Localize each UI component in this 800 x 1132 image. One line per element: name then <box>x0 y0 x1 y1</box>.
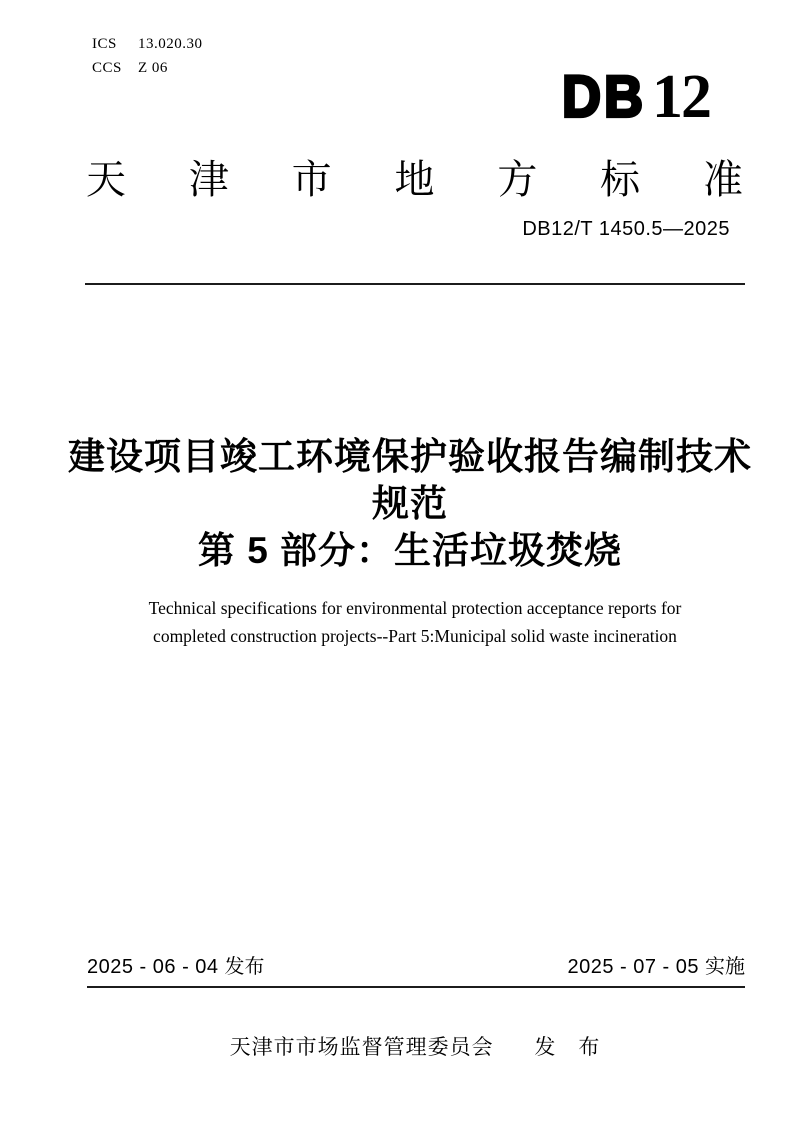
title-en-line-1: Technical specifications for environmental protection acceptance reports for <box>148 598 682 618</box>
db12-logo <box>562 63 710 131</box>
classification-codes <box>92 32 203 80</box>
issue-date-group <box>87 950 265 979</box>
db12-logo-db: DB <box>562 64 646 130</box>
ccs-line <box>92 56 203 80</box>
header-divider-rule <box>85 283 745 285</box>
title-line-2: 规范 <box>372 483 448 524</box>
implementation-label: 实施 <box>705 956 745 978</box>
ics-label: ICS <box>92 36 117 52</box>
standard-number: DB12/T 1450.5—2025 <box>522 218 730 240</box>
dates-bar <box>87 950 745 988</box>
publisher-line <box>85 1031 745 1061</box>
issue-label: 发布 <box>224 956 265 978</box>
implementation-date: 2025 - 07 - 05 <box>567 956 699 978</box>
title-line-1: 建设项目竣工环境保护验收报告编制技术 <box>68 436 752 477</box>
document-title-en <box>85 595 745 650</box>
standard-type-heading: 天 津 市 地 方 标 准 <box>86 158 743 202</box>
db12-logo-number: 12 <box>652 63 710 131</box>
ics-value: 13.020.30 <box>138 36 203 52</box>
publisher-name: 天津市市场监督管理委员会 <box>229 1036 494 1059</box>
implementation-date-group <box>567 950 745 979</box>
ccs-label: CCS <box>92 60 122 76</box>
title-en-line-2: completed construction projects--Part 5:Municipal solid waste incineration <box>153 625 677 646</box>
publisher-action: 发 布 <box>534 1036 601 1059</box>
issue-date: 2025 - 06 - 04 <box>87 956 219 978</box>
title-line-3: 第 5 部分：生活垃圾焚烧 <box>197 530 623 571</box>
document-title-zh <box>60 433 760 574</box>
ccs-value: Z 06 <box>138 60 168 76</box>
ics-line <box>92 32 203 56</box>
